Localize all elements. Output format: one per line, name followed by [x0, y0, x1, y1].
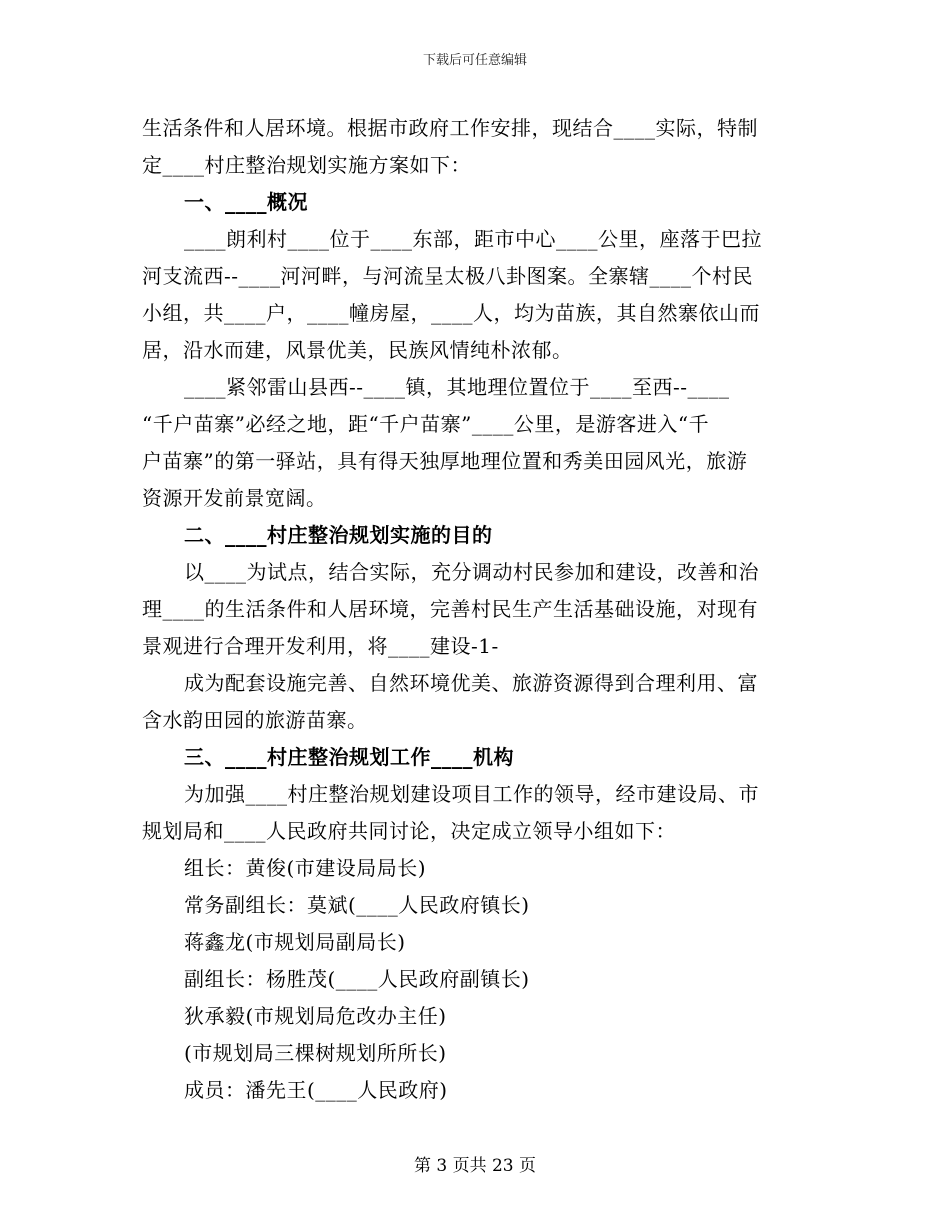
- text-line: 居，沿水而建，风景优美，民族风情纯朴浓郁。: [142, 338, 573, 362]
- text-line: 小组，共____户，____幢房屋，____人，均为苗族，其自然寨依山而: [142, 301, 760, 325]
- text-line: 河支流西--____河河畔，与河流呈太极八卦图案。全寨辖____个村民: [142, 264, 754, 288]
- text-line: (市规划局三棵树规划所所长): [184, 1041, 447, 1065]
- text-line: “千户苗寨”必经之地，距“千户苗寨”____公里，是游客进入“千: [142, 412, 710, 436]
- text-line: 蒋鑫龙(市规划局副局长): [184, 930, 406, 954]
- text-line: 狄承毅(市规划局危改办主任): [184, 1004, 447, 1028]
- text-line: 资源开发前景宽阔。: [142, 486, 327, 510]
- text-line: 含水韵田园的旅游苗寨。: [142, 708, 368, 732]
- text-line: ____朗利村____位于____东部，距市中心____公里，座落于巴拉: [184, 227, 762, 251]
- text-line: ____紧邻雷山县西--____镇，其地理位置位于____至西--____: [184, 375, 730, 399]
- text-line: 组长：黄俊(市建设局局长): [184, 856, 427, 880]
- text-line: 以____为试点，结合实际，充分调动村民参加和建设，改善和治: [184, 560, 759, 584]
- text-line: 成员：潘先王(____人民政府): [184, 1078, 448, 1102]
- text-line: 定____村庄整治规划实施方案如下：: [142, 153, 471, 177]
- page-header: 下载后可任意编辑: [422, 53, 527, 68]
- text-line: 景观进行合理开发利用，将____建设-1-: [142, 634, 499, 658]
- text-line: 副组长：杨胜茂(____人民政府副镇长): [184, 967, 530, 991]
- text-line: 常务副组长：莫斌(____人民政府镇长): [184, 893, 530, 917]
- text-line: 规划局和____人民政府共同讨论，决定成立领导小组如下：: [142, 819, 676, 843]
- text-line: 成为配套设施完善、自然环境优美、旅游资源得到合理利用、富: [184, 671, 758, 695]
- text-line: 生活条件和人居环境。根据市政府工作安排，现结合____实际，特制: [142, 116, 758, 140]
- section-heading: 三、____村庄整治规划工作____机构: [184, 745, 514, 769]
- section-heading: 一、____概况: [184, 190, 308, 214]
- text-line: 户苗寨”的第一驿站，具有得天独厚地理位置和秀美田园风光，旅游: [142, 449, 748, 473]
- section-heading: 二、____村庄整治规划实施的目的: [184, 523, 493, 547]
- page-footer: 第 3 页共 23 页: [413, 1156, 537, 1176]
- text-line: 为加强____村庄整治规划建设项目工作的领导，经市建设局、市: [184, 782, 759, 806]
- document-body: [142, 110, 806, 1109]
- text-line: 理____的生活条件和人居环境，完善村民生产生活基础设施，对现有: [142, 597, 758, 621]
